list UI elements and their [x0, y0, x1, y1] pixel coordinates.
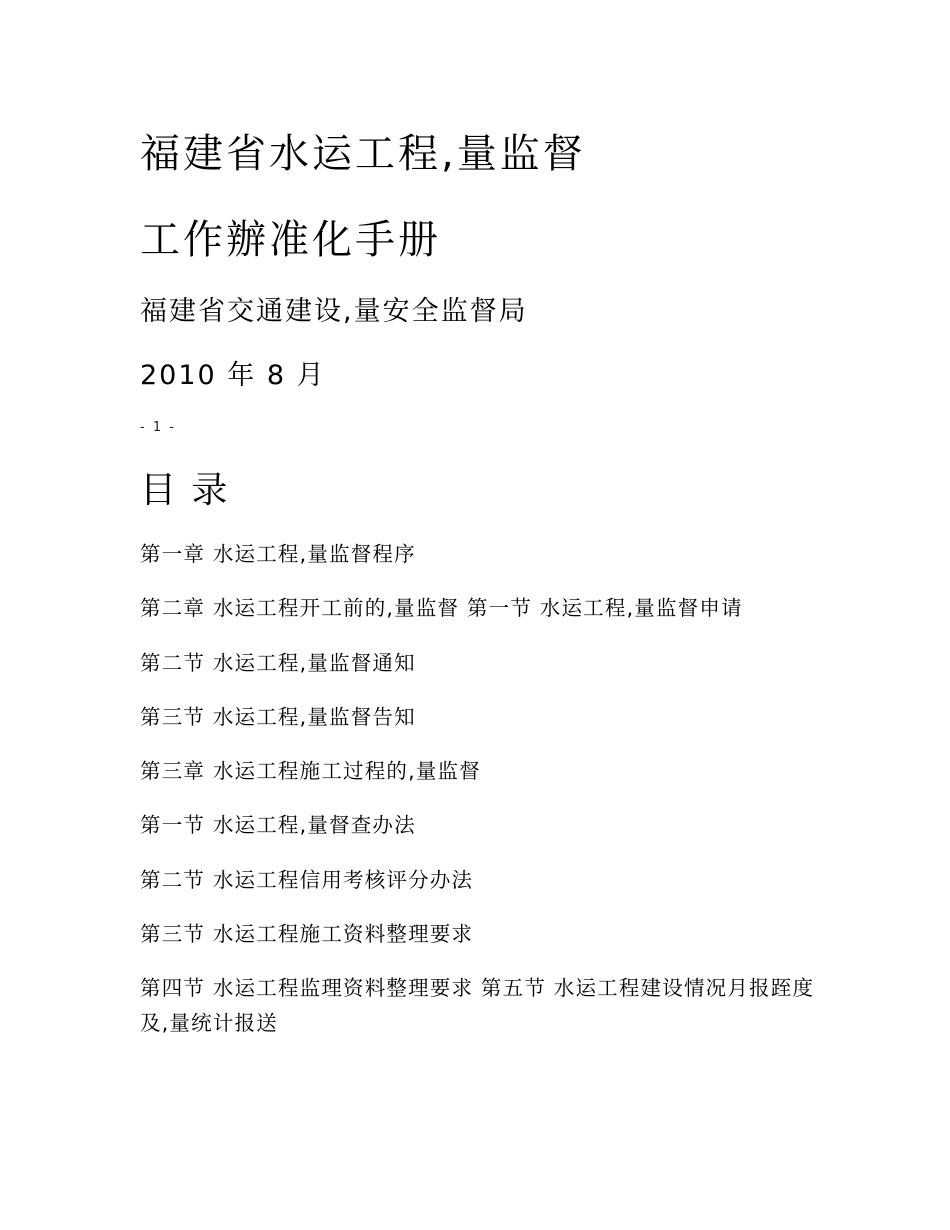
- toc-heading: 目 录: [140, 470, 230, 511]
- document-title-line-1: 福建省水运工程,量监督: [140, 131, 586, 177]
- toc-item: 第二章 水运工程开工前的,量监督 第一节 水运工程,量监督申请: [140, 596, 743, 621]
- toc-item: 第三章 水运工程施工过程的,量监督: [140, 759, 481, 784]
- toc-item: 第四节 水运工程监理资料整理要求 第五节 水运工程建设情况月报跮度及,量统计报送: [140, 976, 815, 1036]
- toc-item: 第三节 水运工程,量监督告知: [140, 704, 416, 729]
- toc-item: 第三节 水运工程施工资料整理要求: [140, 922, 474, 947]
- table-of-contents: [140, 537, 820, 1061]
- issue-date: 2010 年 8 月: [140, 360, 326, 391]
- toc-item: 第二节 水运工程信用考核评分办法: [140, 867, 474, 892]
- document-title-line-2: 工作辦准化手册: [140, 217, 441, 263]
- toc-item: 第二节 水运工程,量监督通知: [140, 650, 416, 675]
- toc-item: 第一章 水运工程,量监督程序: [140, 542, 416, 566]
- page-number: - 1 -: [140, 420, 176, 435]
- toc-item: 第一节 水运工程,量督查办法: [140, 813, 416, 838]
- issuing-organization: 福建省交通建设,量安全监督局: [140, 296, 528, 327]
